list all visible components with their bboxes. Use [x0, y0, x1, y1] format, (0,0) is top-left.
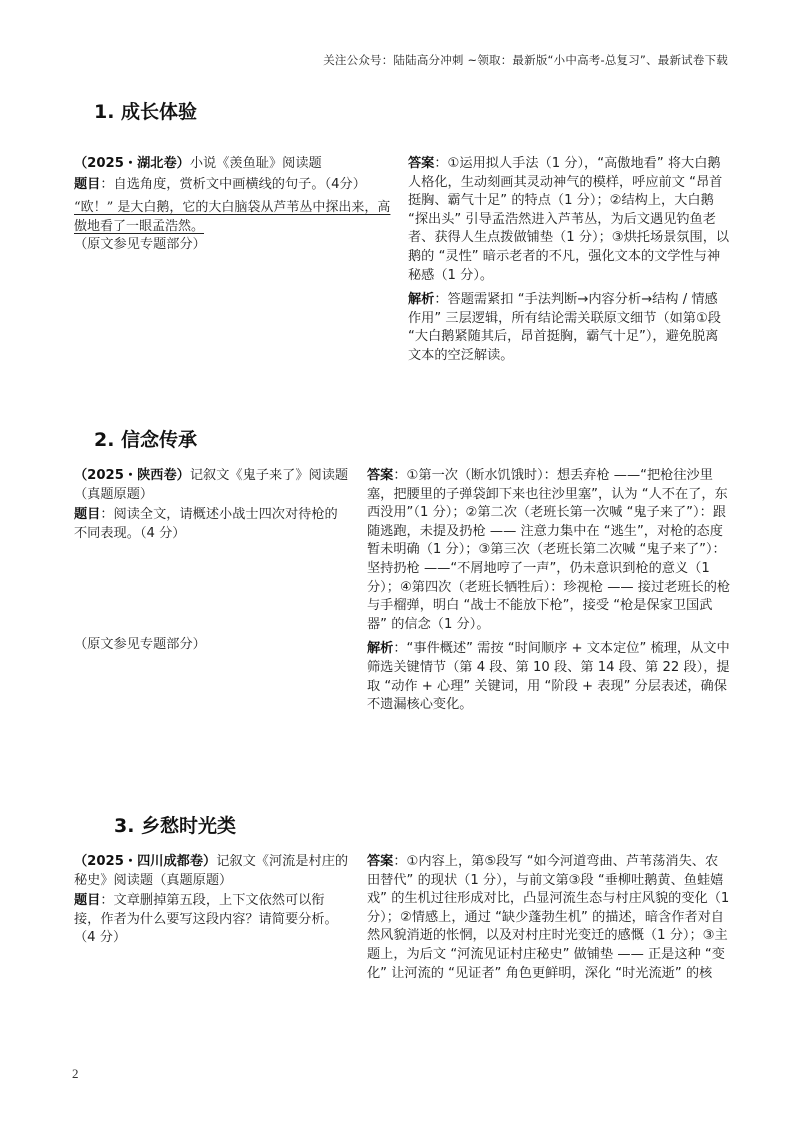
question-block: [74, 155, 392, 255]
section-heading: 2. 信念传承: [94, 429, 198, 451]
question-line: 题目：文章删掉第五段，上下文依然可以衔接，作者为什么要写这段内容？请简要分析。（4 分）: [74, 893, 338, 946]
analysis-paragraph: 解析：“事件概述” 需按 “时间顺序 + 文本定位” 梳理，从文中筛选关键情节（第 4 段、第 10 段、第 14 段、第 22 段），提取 “动作 + 心理” 关键词，用 “阶段 + 表现” 分层表述，确保不遗漏核心变化。: [367, 641, 730, 713]
analysis-paragraph: 解析：答题需紧扣 “手法判断→内容分析→结构 / 情感作用” 三层逻辑，所有结论需关联原文细节（如第①段 “大白鹅紧随其后，昂首挺胸，霸气十足”），避免脱离文本的空泛解读。: [408, 292, 721, 363]
question-block: [74, 853, 350, 948]
section-heading: 1. 成长体验: [94, 101, 198, 123]
reference-note: （原文参见专题部分）: [74, 237, 206, 253]
question-line: 题目：阅读全文，请概述小战士四次对待枪的不同表现。（4 分）: [74, 507, 338, 541]
question-block: [74, 467, 350, 543]
answer-paragraph: 答案：①运用拟人手法（1 分），“高傲地看” 将大白鹅人格化，生动刻画其灵动神气的模样，呼应前文 “昂首挺胸、霸气十足” 的特点（1 分）；②结构上，大白鹅 “探出头” 引导孟浩然进入芦苇丛，为后文遇见钓鱼老者、获得人生点拨做铺垫（1 分）；③烘托场景氛围，以鹅的 “灵性” 暗示老者的不凡，强化文本的文学性与神秘感（1 分）。: [408, 156, 730, 283]
section-heading: 3. 乡愁时光类: [114, 815, 237, 837]
underlined-quote: “欧！” 是大白鹅，它的大白脑袋从芦苇丛中探出来，高傲地看了一眼孟浩然。: [74, 200, 391, 235]
source-line: （2025・四川成都卷）记叙文《河流是村庄的秘史》阅读题（真题原题）: [74, 854, 349, 888]
answer-paragraph: 答案：①内容上，第⑤段写 “如今河道弯曲、芦苇荡消失、农田替代” 的现状（1 分），与前文第③段 “垂柳吐鹅黄、鱼蛙嬉戏” 的生机过往形成对比，凸显河流生态与村庄风貌的变化（1 分）；②情感上，通过 “缺少蓬勃生机” 的描述，暗含作者对自然风貌消逝的怅惘，以及对村庄时光变迁的感慨（1 分）；③主题上，为后文 “河流见证村庄秘史” 做铺垫 —— 正是这种 “变化” 让河流的 “见证者” 角色更鲜明，深化 “时光流逝” 的核: [367, 854, 730, 981]
source-line: （2025・湖北卷）小说《羡鱼耻》阅读题: [74, 156, 322, 171]
answer-block: [367, 467, 731, 715]
answer-block: [367, 853, 731, 983]
answer-block: [408, 155, 730, 366]
source-line: （2025・陕西卷）记叙文《鬼子来了》阅读题（真题原题）: [74, 468, 349, 502]
answer-paragraph: 答案：①第一次（断水饥饿时）：想丢弃枪 ——“把枪往沙里塞，把腰里的子弹袋卸下来也往沙里塞”，认为 “人不在了，东西没用”（1 分）；②第二次（老班长第一次喊 “鬼子来了”）：跟随逃跑，未提及扔枪 —— 注意力集中在 “逃生”，对枪的态度暂未明确（1 分）；③第三次（老班长第二次喊 “鬼子来了”）：坚持扔枪 ——“不屑地哼了一声”，仍未意识到枪的意义（1 分）；④第四次（老班长牺牲后）：珍视枪 —— 接过老班长的枪与手榴弹，明白 “战士不能放下枪”，接受 “枪是保家卫国武器” 的信念（1 分）。: [367, 468, 731, 632]
question-line: 题目：自选角度，赏析文中画横线的句子。（4分）: [74, 176, 366, 192]
header-note: 关注公众号：陆陆高分冲刺 ~领取：最新版“小中高考-总复习”、最新试卷下载: [323, 53, 728, 67]
reference-note: （原文参见专题部分）: [74, 637, 206, 652]
page-number: 2: [72, 1066, 79, 1081]
